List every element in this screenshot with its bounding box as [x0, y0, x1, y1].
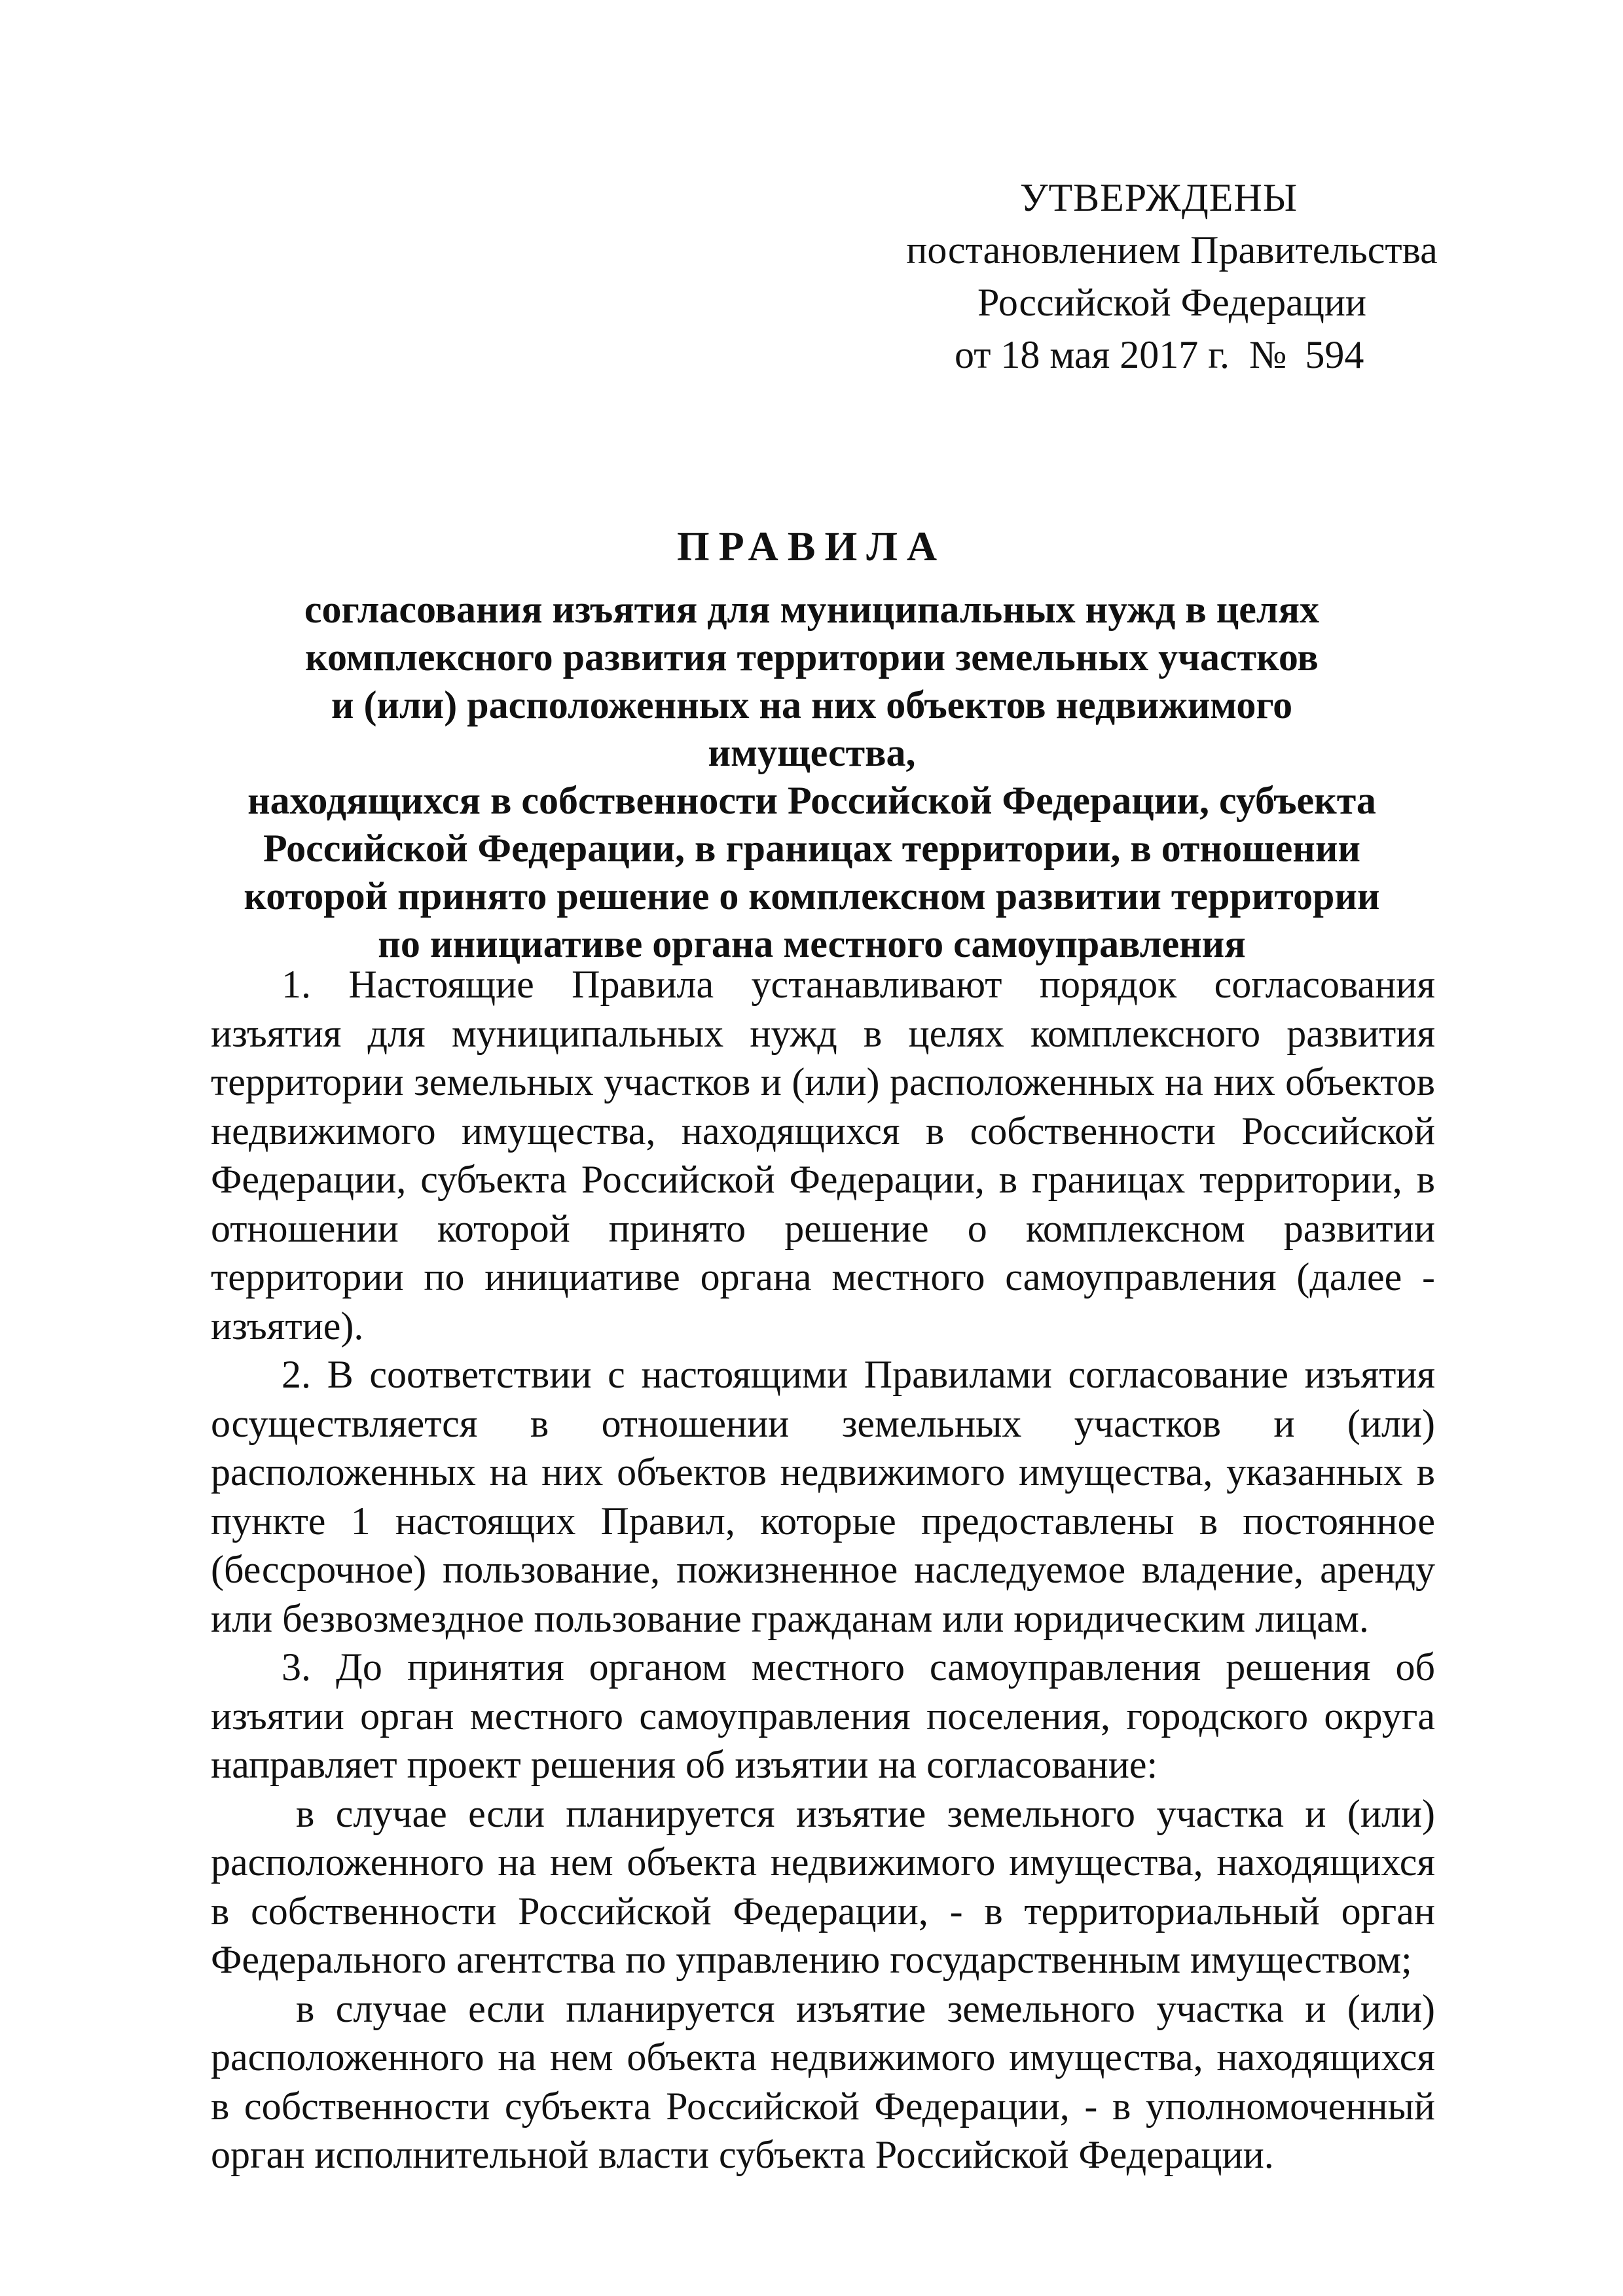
document-subtitle — [223, 586, 1401, 968]
subtitle-line: комплексного развития территории земельных участков — [305, 636, 1319, 679]
subtitle-line: Российской Федерации, в границах территории, в отношении — [263, 827, 1360, 870]
subtitle-line: согласования изъятия для муниципальных нужд в целях — [304, 588, 1320, 631]
subtitle-line: находящихся в собственности Российской Федерации, субъекта — [247, 779, 1376, 822]
approval-stamp — [877, 171, 1467, 381]
approval-date-line — [877, 329, 1467, 381]
subtitle-line: по инициативе органа местного самоуправления — [378, 922, 1246, 965]
subtitle-line: которой принято решение о комплексном развитии территории — [244, 874, 1380, 918]
paragraph-2: 2. В соответствии с настоящими Правилами согласование изъятия осуществляется в отношении земельных участков и (или) расположенных на них объектов недвижимого имущества, указанных в пункте 1 настоящих Правил, которые предоставлены в постоянное (бессрочное) пользование, пожизненное наследуемое владение, аренду или безвозмездное пользование гражданам или юридическим лицам. — [211, 1353, 1435, 1640]
paragraph-3-item-1: в случае если планируется изъятие земельного участка и (или) расположенного на нем объекта недвижимого имущества, находящихся в собственности Российской Федерации, - в территориальный орган Федерального агентства по управлению государственным имуществом; — [211, 1791, 1435, 1981]
approval-date: от 18 мая 2017 г. — [955, 333, 1230, 376]
subtitle-line: и (или) расположенных на них объектов недвижимого имущества, — [331, 683, 1293, 774]
document-body — [211, 960, 1435, 2179]
approval-line-1: постановлением Правительства — [906, 228, 1438, 272]
paragraph-3-item-2: в случае если планируется изъятие земельного участка и (или) расположенного на нем объекта недвижимого имущества, находящихся в собственности субъекта Российской Федерации, - в уполномоченный орган исполнительной власти субъекта Российской Федерации. — [211, 1986, 1435, 2176]
approval-title: УТВЕРЖДЕНЫ — [1020, 176, 1298, 219]
approval-line-2: Российской Федерации — [977, 281, 1367, 324]
approval-number-sign: № — [1249, 333, 1287, 376]
approval-number: 594 — [1305, 333, 1364, 376]
paragraph-1: 1. Настоящие Правила устанавливают порядок согласования изъятия для муниципальных нужд в целях комплексного развития территории земельных участков и (или) расположенных на них объектов недвижимого имущества, находящихся в собственности Российской Федерации, субъекта Российской Федерации, в границах территории, в отношении которой принято решение о комплексном развитии территории по инициативе органа местного самоуправления (далее - изъятие). — [211, 963, 1435, 1348]
paragraph-3: 3. До принятия органом местного самоуправления решения об изъятии орган местного самоуправления поселения, городского округа направляет проект решения об изъятии на согласование: — [211, 1645, 1435, 1786]
document-heading: ПРАВИЛА — [676, 523, 947, 569]
